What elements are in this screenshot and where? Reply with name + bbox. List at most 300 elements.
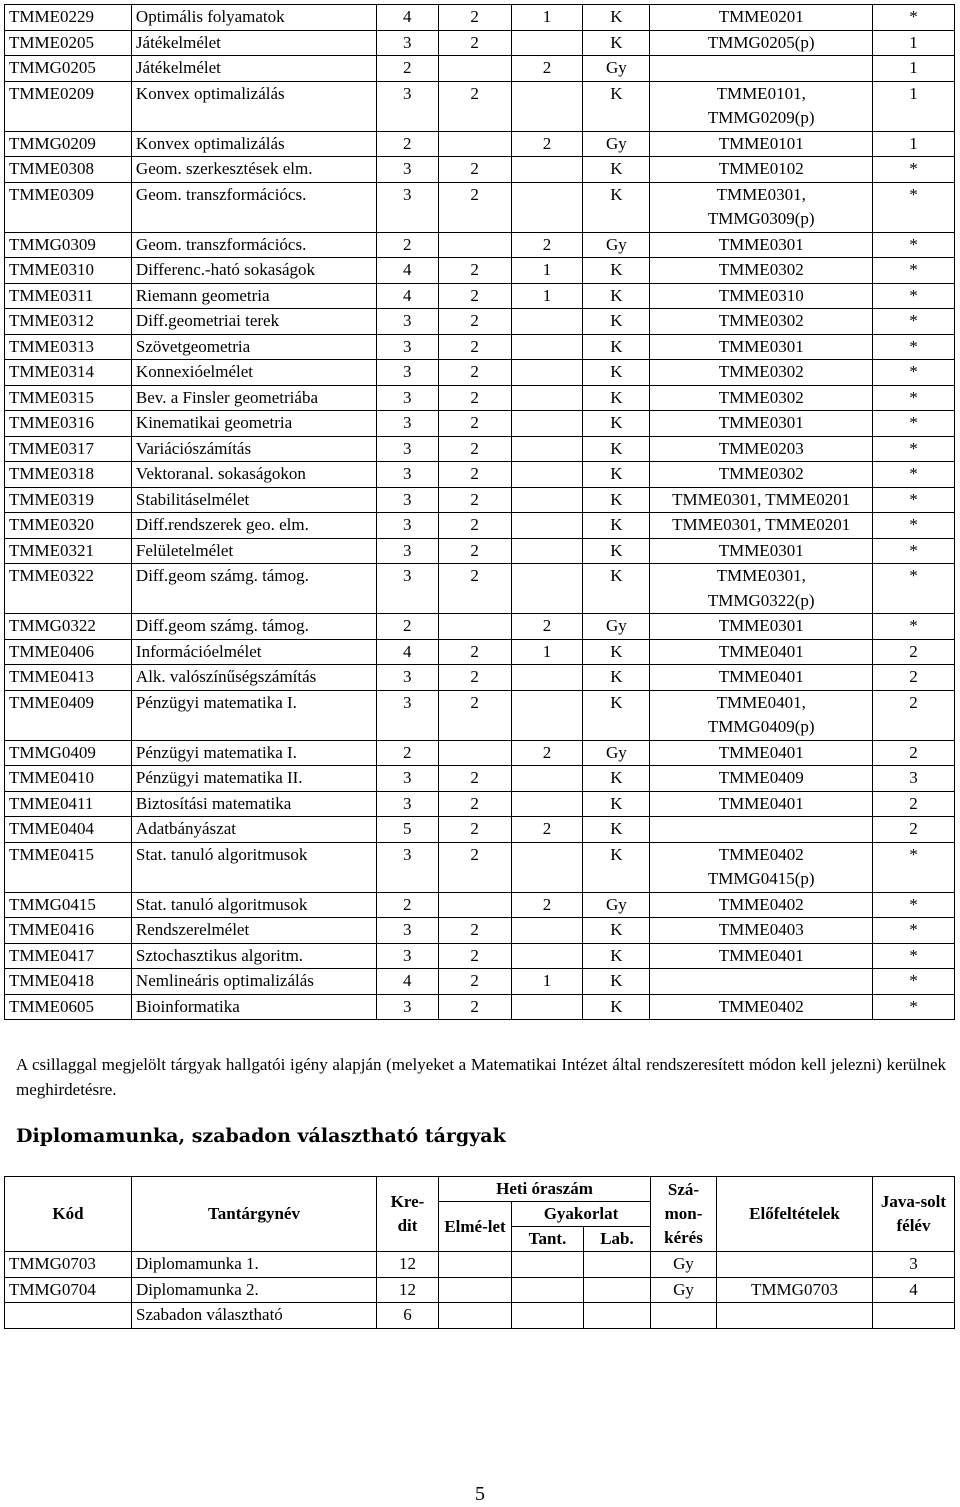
course-exam-type: K [583,182,650,232]
course-lecture-hours: 2 [438,564,511,614]
course-exam-type: K [583,791,650,817]
table-row [5,1303,955,1329]
thesis-code [5,1303,132,1329]
course-exam-type: K [583,5,650,31]
table-row [5,182,955,232]
header-lecture: Elmé-let [439,1202,512,1252]
page-number: 5 [475,1483,485,1505]
course-code: TMME0322 [5,564,132,614]
course-credit: 3 [376,360,438,386]
course-semester: 1 [873,81,955,131]
course-code: TMME0409 [5,690,132,740]
header-tant: Tant. [512,1227,584,1252]
course-practice-hours [511,487,583,513]
thesis-tant-hours [512,1303,584,1329]
course-code: TMMG0415 [5,892,132,918]
course-exam-type: K [583,817,650,843]
course-prerequisites: TMME0401, TMMG0409(p) [650,690,873,740]
thesis-name: Szabadon választható [132,1303,377,1329]
course-credit: 3 [376,334,438,360]
course-credit: 3 [376,842,438,892]
course-name: Variációszámítás [131,436,376,462]
course-practice-hours: 2 [511,614,583,640]
course-practice-hours [511,538,583,564]
course-semester: * [873,487,955,513]
course-prerequisites: TMME0302 [650,360,873,386]
course-credit: 3 [376,766,438,792]
course-exam-type: K [583,81,650,131]
course-code: TMME0318 [5,462,132,488]
course-lecture-hours: 2 [438,411,511,437]
course-practice-hours [511,411,583,437]
course-semester: * [873,892,955,918]
table-row [5,309,955,335]
course-lecture-hours: 2 [438,385,511,411]
course-credit: 3 [376,182,438,232]
course-practice-hours [511,842,583,892]
course-exam-type: K [583,258,650,284]
course-name: Pénzügyi matematika I. [131,690,376,740]
course-code: TMME0229 [5,5,132,31]
course-lecture-hours: 2 [438,309,511,335]
course-practice-hours [511,994,583,1020]
table-row [5,892,955,918]
thesis-tant-hours [512,1252,584,1278]
course-code: TMME0411 [5,791,132,817]
thesis-code: TMMG0703 [5,1252,132,1278]
course-practice-hours [511,81,583,131]
course-credit: 5 [376,817,438,843]
course-code: TMME0319 [5,487,132,513]
course-practice-hours: 2 [511,740,583,766]
course-credit: 3 [376,538,438,564]
course-semester: 1 [873,56,955,82]
course-name: Stabilitáselmélet [131,487,376,513]
course-lecture-hours: 2 [438,30,511,56]
course-practice-hours: 2 [511,232,583,258]
course-lecture-hours: 2 [438,791,511,817]
table-row [5,842,955,892]
thesis-tant-hours [512,1277,584,1303]
table-row [5,436,955,462]
course-code: TMME0308 [5,157,132,183]
course-lecture-hours: 2 [438,665,511,691]
course-semester: 2 [873,791,955,817]
course-semester: 1 [873,30,955,56]
table-row [5,564,955,614]
header-lab: Lab. [584,1227,651,1252]
course-lecture-hours: 2 [438,538,511,564]
course-credit: 3 [376,30,438,56]
course-name: Pénzügyi matematika II. [131,766,376,792]
course-credit: 3 [376,81,438,131]
course-prerequisites: TMME0402 [650,892,873,918]
course-name: Bioinformatika [131,994,376,1020]
course-prerequisites [650,56,873,82]
course-prerequisites: TMME0203 [650,436,873,462]
course-credit: 3 [376,690,438,740]
course-practice-hours [511,360,583,386]
course-code: TMME0404 [5,817,132,843]
course-lecture-hours [438,131,511,157]
header-exam: Szá-mon-kérés [651,1177,717,1252]
course-exam-type: K [583,994,650,1020]
course-credit: 2 [376,740,438,766]
course-prerequisites: TMME0101, TMMG0209(p) [650,81,873,131]
course-semester: * [873,918,955,944]
table-row [5,791,955,817]
course-practice-hours [511,462,583,488]
course-practice-hours [511,513,583,539]
course-credit: 3 [376,918,438,944]
course-exam-type: K [583,334,650,360]
course-lecture-hours: 2 [438,5,511,31]
course-code: TMME0312 [5,309,132,335]
course-prerequisites: TMME0403 [650,918,873,944]
course-prerequisites: TMME0101 [650,131,873,157]
course-prerequisites: TMME0402 [650,994,873,1020]
course-practice-hours [511,309,583,335]
course-practice-hours [511,157,583,183]
course-credit: 4 [376,258,438,284]
course-credit: 3 [376,411,438,437]
course-code: TMME0311 [5,283,132,309]
course-prerequisites: TMME0310 [650,283,873,309]
course-lecture-hours: 2 [438,918,511,944]
thesis-table [4,1176,955,1329]
course-exam-type: K [583,411,650,437]
course-lecture-hours [438,232,511,258]
course-exam-type: Gy [583,892,650,918]
course-exam-type: K [583,766,650,792]
course-credit: 4 [376,283,438,309]
course-prerequisites: TMME0301, TMMG0309(p) [650,182,873,232]
course-practice-hours [511,791,583,817]
course-credit: 4 [376,5,438,31]
course-credit: 3 [376,791,438,817]
course-credit: 3 [376,943,438,969]
thesis-lab-hours [584,1303,651,1329]
course-semester: * [873,360,955,386]
course-exam-type: K [583,360,650,386]
thesis-exam-type [651,1303,717,1329]
course-prerequisites [650,969,873,995]
course-name: Diff.geometriai terek [131,309,376,335]
course-credit: 3 [376,994,438,1020]
thesis-name: Diplomamunka 2. [132,1277,377,1303]
course-semester: * [873,969,955,995]
course-code: TMME0316 [5,411,132,437]
course-name: Konvex optimalizálás [131,81,376,131]
course-exam-type: K [583,842,650,892]
course-semester: 2 [873,639,955,665]
thesis-prerequisites [717,1252,873,1278]
course-name: Geom. szerkesztések elm. [131,157,376,183]
table-row [5,1277,955,1303]
course-name: Vektoranal. sokaságokon [131,462,376,488]
course-prerequisites: TMME0301 [650,411,873,437]
thesis-exam-type: Gy [651,1277,717,1303]
course-exam-type: K [583,538,650,564]
course-credit: 4 [376,969,438,995]
course-practice-hours: 2 [511,131,583,157]
table-row [5,411,955,437]
course-lecture-hours: 2 [438,360,511,386]
section-title: Diplomamunka, szabadon választható tárgyak [16,1125,506,1147]
course-name: Felületelmélet [131,538,376,564]
table-row [5,283,955,309]
course-credit: 3 [376,309,438,335]
course-prerequisites: TMME0302 [650,385,873,411]
course-exam-type: K [583,513,650,539]
course-semester: * [873,309,955,335]
header-name: Tantárgynév [132,1177,377,1252]
course-exam-type: Gy [583,131,650,157]
course-exam-type: Gy [583,232,650,258]
course-lecture-hours [438,614,511,640]
course-lecture-hours: 2 [438,994,511,1020]
thesis-lab-hours [584,1252,651,1278]
course-code: TMMG0309 [5,232,132,258]
course-semester: * [873,994,955,1020]
course-lecture-hours: 2 [438,513,511,539]
table-row [5,943,955,969]
table-row [5,157,955,183]
course-credit: 3 [376,487,438,513]
course-exam-type: K [583,943,650,969]
course-semester: * [873,411,955,437]
course-semester: 2 [873,817,955,843]
course-credit: 3 [376,513,438,539]
table-row [5,385,955,411]
course-code: TMME0321 [5,538,132,564]
course-prerequisites: TMME0409 [650,766,873,792]
table-row [5,665,955,691]
table-row [5,81,955,131]
course-code: TMME0313 [5,334,132,360]
course-exam-type: K [583,690,650,740]
thesis-lecture-hours [439,1303,512,1329]
header-hours: Heti óraszám [439,1177,651,1202]
course-code: TMME0317 [5,436,132,462]
course-lecture-hours: 2 [438,157,511,183]
course-semester: 3 [873,766,955,792]
course-name: Sztochasztikus algoritm. [131,943,376,969]
header-semester: Java-solt félév [873,1177,955,1252]
course-name: Biztosítási matematika [131,791,376,817]
course-prerequisites: TMME0402 TMMG0415(p) [650,842,873,892]
table-row [5,766,955,792]
course-credit: 2 [376,614,438,640]
thesis-name: Diplomamunka 1. [132,1252,377,1278]
course-practice-hours [511,918,583,944]
course-exam-type: K [583,564,650,614]
course-credit: 4 [376,639,438,665]
course-lecture-hours [438,56,511,82]
course-code: TMME0209 [5,81,132,131]
course-name: Szövetgeometria [131,334,376,360]
course-lecture-hours: 2 [438,182,511,232]
thesis-credit: 12 [377,1252,439,1278]
course-credit: 3 [376,564,438,614]
course-lecture-hours: 2 [438,487,511,513]
course-semester: * [873,232,955,258]
course-semester: * [873,182,955,232]
course-lecture-hours [438,740,511,766]
course-credit: 2 [376,232,438,258]
course-credit: 3 [376,157,438,183]
course-semester: * [873,564,955,614]
thesis-semester [873,1303,955,1329]
course-prerequisites: TMME0301 [650,538,873,564]
table-row [5,334,955,360]
course-lecture-hours: 2 [438,639,511,665]
course-exam-type: K [583,665,650,691]
course-prerequisites: TMME0401 [650,639,873,665]
course-practice-hours [511,334,583,360]
course-name: Alk. valószínűségszámítás [131,665,376,691]
course-name: Stat. tanuló algoritmusok [131,892,376,918]
course-name: Játékelmélet [131,56,376,82]
table-row [5,994,955,1020]
course-prerequisites: TMMG0205(p) [650,30,873,56]
course-exam-type: K [583,639,650,665]
course-semester: 2 [873,665,955,691]
thesis-table-header [5,1177,955,1252]
table-row [5,131,955,157]
course-exam-type: K [583,309,650,335]
course-prerequisites: TMME0301 [650,334,873,360]
course-practice-hours: 1 [511,283,583,309]
thesis-semester: 3 [873,1252,955,1278]
course-name: Rendszerelmélet [131,918,376,944]
course-code: TMME0406 [5,639,132,665]
course-name: Geom. transzformációcs. [131,182,376,232]
header-credit: Kre-dit [377,1177,439,1252]
course-semester: * [873,614,955,640]
thesis-lab-hours [584,1277,651,1303]
course-practice-hours: 1 [511,969,583,995]
course-semester: * [873,462,955,488]
table-row [5,740,955,766]
course-exam-type: K [583,385,650,411]
course-practice-hours: 1 [511,639,583,665]
course-code: TMME0315 [5,385,132,411]
course-practice-hours: 2 [511,892,583,918]
table-row [5,817,955,843]
course-semester: * [873,157,955,183]
course-credit: 2 [376,131,438,157]
table-row [5,5,955,31]
course-name: Optimális folyamatok [131,5,376,31]
course-prerequisites: TMME0301, TMME0201 [650,513,873,539]
course-prerequisites: TMME0301, TMME0201 [650,487,873,513]
thesis-credit: 12 [377,1277,439,1303]
course-semester: * [873,258,955,284]
course-name: Pénzügyi matematika I. [131,740,376,766]
course-credit: 3 [376,462,438,488]
course-name: Riemann geometria [131,283,376,309]
course-credit: 3 [376,385,438,411]
course-semester: * [873,842,955,892]
course-lecture-hours: 2 [438,690,511,740]
table-row [5,614,955,640]
course-semester: 2 [873,690,955,740]
course-practice-hours [511,436,583,462]
course-lecture-hours: 2 [438,817,511,843]
thesis-exam-type: Gy [651,1252,717,1278]
thesis-prerequisites [717,1303,873,1329]
table-row [5,690,955,740]
course-lecture-hours: 2 [438,969,511,995]
course-code: TMME0320 [5,513,132,539]
course-code: TMME0205 [5,30,132,56]
thesis-lecture-hours [439,1252,512,1278]
course-exam-type: K [583,157,650,183]
course-lecture-hours: 2 [438,258,511,284]
course-code: TMMG0409 [5,740,132,766]
course-credit: 3 [376,436,438,462]
course-prerequisites: TMME0302 [650,309,873,335]
table-row [5,56,955,82]
course-prerequisites: TMME0301 [650,232,873,258]
header-code: Kód [5,1177,132,1252]
course-name: Diff.rendszerek geo. elm. [131,513,376,539]
course-exam-type: K [583,969,650,995]
course-semester: 1 [873,131,955,157]
course-name: Adatbányászat [131,817,376,843]
course-exam-type: K [583,283,650,309]
table-row [5,258,955,284]
course-prerequisites: TMME0401 [650,665,873,691]
course-semester: * [873,538,955,564]
course-exam-type: Gy [583,740,650,766]
course-code: TMMG0205 [5,56,132,82]
table-row [5,232,955,258]
course-prerequisites [650,817,873,843]
header-prereq: Előfeltételek [717,1177,873,1252]
course-lecture-hours: 2 [438,766,511,792]
table-row [5,513,955,539]
course-code: TMME0605 [5,994,132,1020]
course-practice-hours [511,690,583,740]
thesis-lecture-hours [439,1277,512,1303]
course-practice-hours: 2 [511,56,583,82]
table-row [5,1252,955,1278]
course-code: TMME0410 [5,766,132,792]
course-name: Játékelmélet [131,30,376,56]
table-row [5,30,955,56]
course-exam-type: Gy [583,56,650,82]
table-row [5,918,955,944]
thesis-prerequisites: TMMG0703 [717,1277,873,1303]
course-practice-hours [511,182,583,232]
course-semester: * [873,385,955,411]
course-name: Bev. a Finsler geometriába [131,385,376,411]
course-practice-hours [511,30,583,56]
table-row [5,487,955,513]
course-practice-hours [511,385,583,411]
course-semester: * [873,436,955,462]
course-practice-hours [511,665,583,691]
course-table [4,4,955,1020]
table-row [5,462,955,488]
course-practice-hours [511,766,583,792]
table-row [5,969,955,995]
course-practice-hours: 1 [511,258,583,284]
course-code: TMMG0209 [5,131,132,157]
table-row [5,360,955,386]
